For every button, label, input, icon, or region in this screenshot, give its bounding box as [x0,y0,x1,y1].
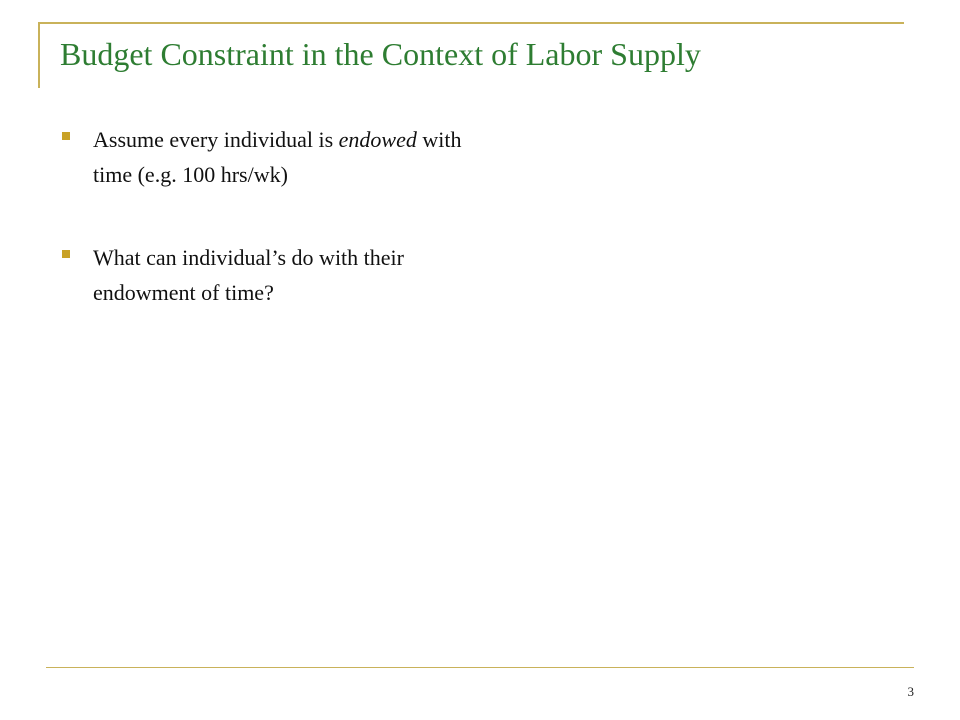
slide-title: Budget Constraint in the Context of Labor Supply [60,36,701,72]
page-number: 3 [907,684,914,699]
bullet-text-line: time (e.g. 100 hrs/wk) [93,162,288,187]
square-bullet-icon [62,132,70,140]
bullet-emphasis: endowed [338,127,417,152]
bullet-text-line: endowment of time? [93,280,274,305]
bullet-text-part: with [416,127,462,152]
bullet-text-part: Assume every individual is [93,127,339,152]
frame-left-rule [38,22,40,88]
footer-rule [46,667,914,668]
bullet-text [93,122,461,192]
square-bullet-icon [62,250,70,258]
bullet-text [93,240,404,310]
frame-top-rule [38,22,904,24]
bullet-text-line: What can individual’s do with their [93,245,404,270]
